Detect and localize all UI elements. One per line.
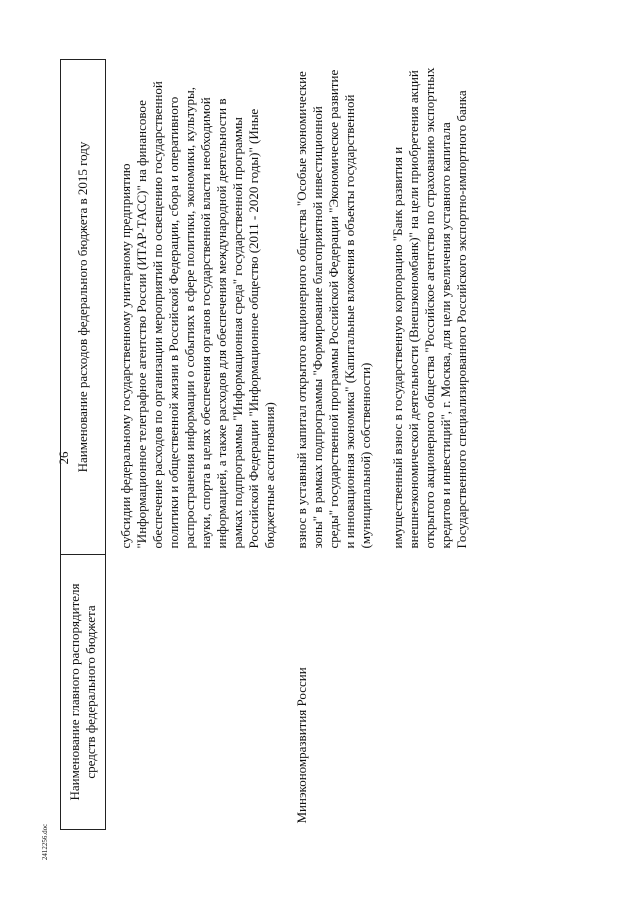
document-id [40, 812, 50, 872]
expenses-cell [118, 60, 294, 555]
expense-entry: имущественный взнос в государственную корпорацию "Банк развития и внешнеэкономической деятельности (Внешэкономбанк)" на цели приобретения акций открытого акционерного общества "Российское агентство по страхованию экспортных кредитов и инвестиций", г. Москва, для цели увеличения уставного капитала Государственного специализированного Российского экспортно-импортного банка [390, 67, 469, 549]
distributor-cell [118, 555, 294, 830]
table-row [294, 60, 486, 830]
page-number-text: 26 [56, 451, 71, 465]
table-header-row [61, 60, 106, 830]
table-spacer [106, 60, 119, 830]
header-distributor: Наименование главного распорядителя средств федерального бюджета [61, 555, 106, 830]
header-expenses: Наименование расходов федерального бюджета в 2015 году [61, 60, 106, 555]
expenses-cell [294, 60, 486, 555]
budget-table [60, 59, 486, 830]
table-row [118, 60, 294, 830]
document-id-text: 2412256.doc [41, 823, 49, 861]
distributor-cell: Минэкономразвития России [294, 667, 309, 824]
expense-entry: субсидии федеральному государственному унитарному предприятию "Информационное телеграфное агентство России (ИТАР-ТАСС)" на финансовое обеспечение расходов по организации мероприятий по освещению государственной политики и общественной жизни в Российской Федерации, сбора и оперативного распространения информации о событиях в сфере политики, экономики, культуры, науки, спорта в целях обеспечения органов государственной власти необходимой информацией, а также расходов для обеспечения международной деятельности в рамках подпрограммы "Информационная среда" государственной программы Российской Федерации "Информационное общество (2011 - 2020 годы)" (Иные бюджетные ассигнования) [118, 81, 277, 549]
expense-entry: взнос в уставный капитал открытого акционерного общества "Особые экономические зоны" в рамках подпрограммы "Формирование благоприятной инвестиционной среды" государственной программы Российской Федерации "Экономическое развитие и инновационная экономика" (Капитальные вложения в объекты государственной (муниципальной) собственности) [294, 69, 373, 549]
rotated-content [60, 60, 552, 830]
